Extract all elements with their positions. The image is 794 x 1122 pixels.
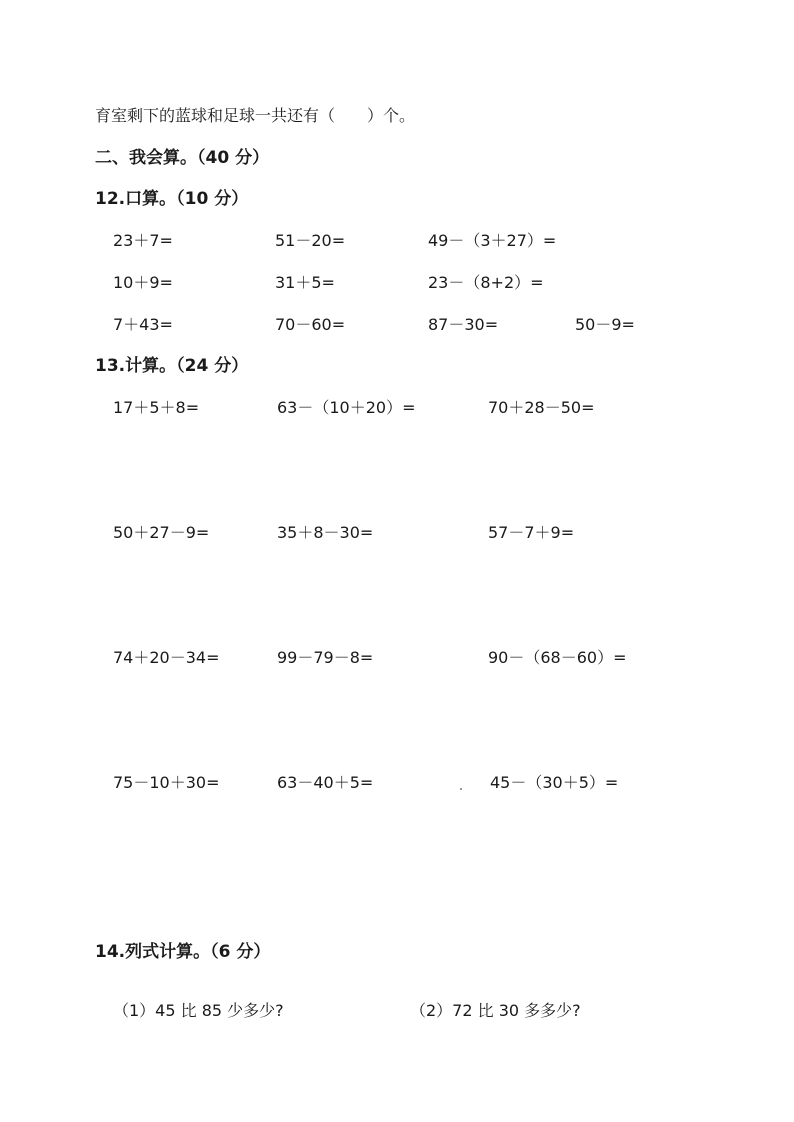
calc-item: 70＋28－50= bbox=[488, 398, 595, 417]
calc-item: 17＋5＋8= bbox=[113, 398, 200, 417]
oral-calc-item: 10＋9= bbox=[113, 273, 173, 292]
calc-item: 90－（68－60）= bbox=[488, 648, 627, 667]
oral-calc-item: 7＋43= bbox=[113, 315, 173, 334]
oral-calc-item: 50－9= bbox=[575, 315, 635, 334]
calc-item: 74＋20－34= bbox=[113, 648, 220, 667]
oral-calc-item: 51－20= bbox=[275, 231, 346, 250]
intro-line: 育室剩下的蓝球和足球一共还有（ ）个。 bbox=[95, 106, 416, 125]
oral-calc-item: 23＋7= bbox=[113, 231, 173, 250]
oral-calc-item: 87－30= bbox=[428, 315, 499, 334]
section-title: 二、我会算。（40 分） bbox=[95, 148, 270, 168]
question-12-title: 12.口算。（10 分） bbox=[95, 189, 249, 209]
word-problem: （1）45 比 85 少多少? bbox=[113, 1001, 284, 1020]
scan-speck bbox=[460, 788, 462, 790]
calc-item: 63－（10＋20）= bbox=[277, 398, 416, 417]
calc-item: 99－79－8= bbox=[277, 648, 374, 667]
calc-item: 75－10＋30= bbox=[113, 773, 220, 792]
oral-calc-item: 49－（3＋27）= bbox=[428, 231, 557, 250]
calc-item: 50＋27－9= bbox=[113, 523, 210, 542]
calc-item: 63－40＋5= bbox=[277, 773, 374, 792]
oral-calc-item: 31＋5= bbox=[275, 273, 335, 292]
oral-calc-item: 23－（8+2）= bbox=[428, 273, 544, 292]
oral-calc-item: 70－60= bbox=[275, 315, 346, 334]
word-problem: （2）72 比 30 多多少? bbox=[410, 1001, 581, 1020]
calc-item: 45－（30＋5）= bbox=[490, 773, 619, 792]
calc-item: 35＋8－30= bbox=[277, 523, 374, 542]
question-14-title: 14.列式计算。（6 分） bbox=[95, 942, 271, 962]
calc-item: 57－7＋9= bbox=[488, 523, 575, 542]
question-13-title: 13.计算。（24 分） bbox=[95, 356, 249, 376]
